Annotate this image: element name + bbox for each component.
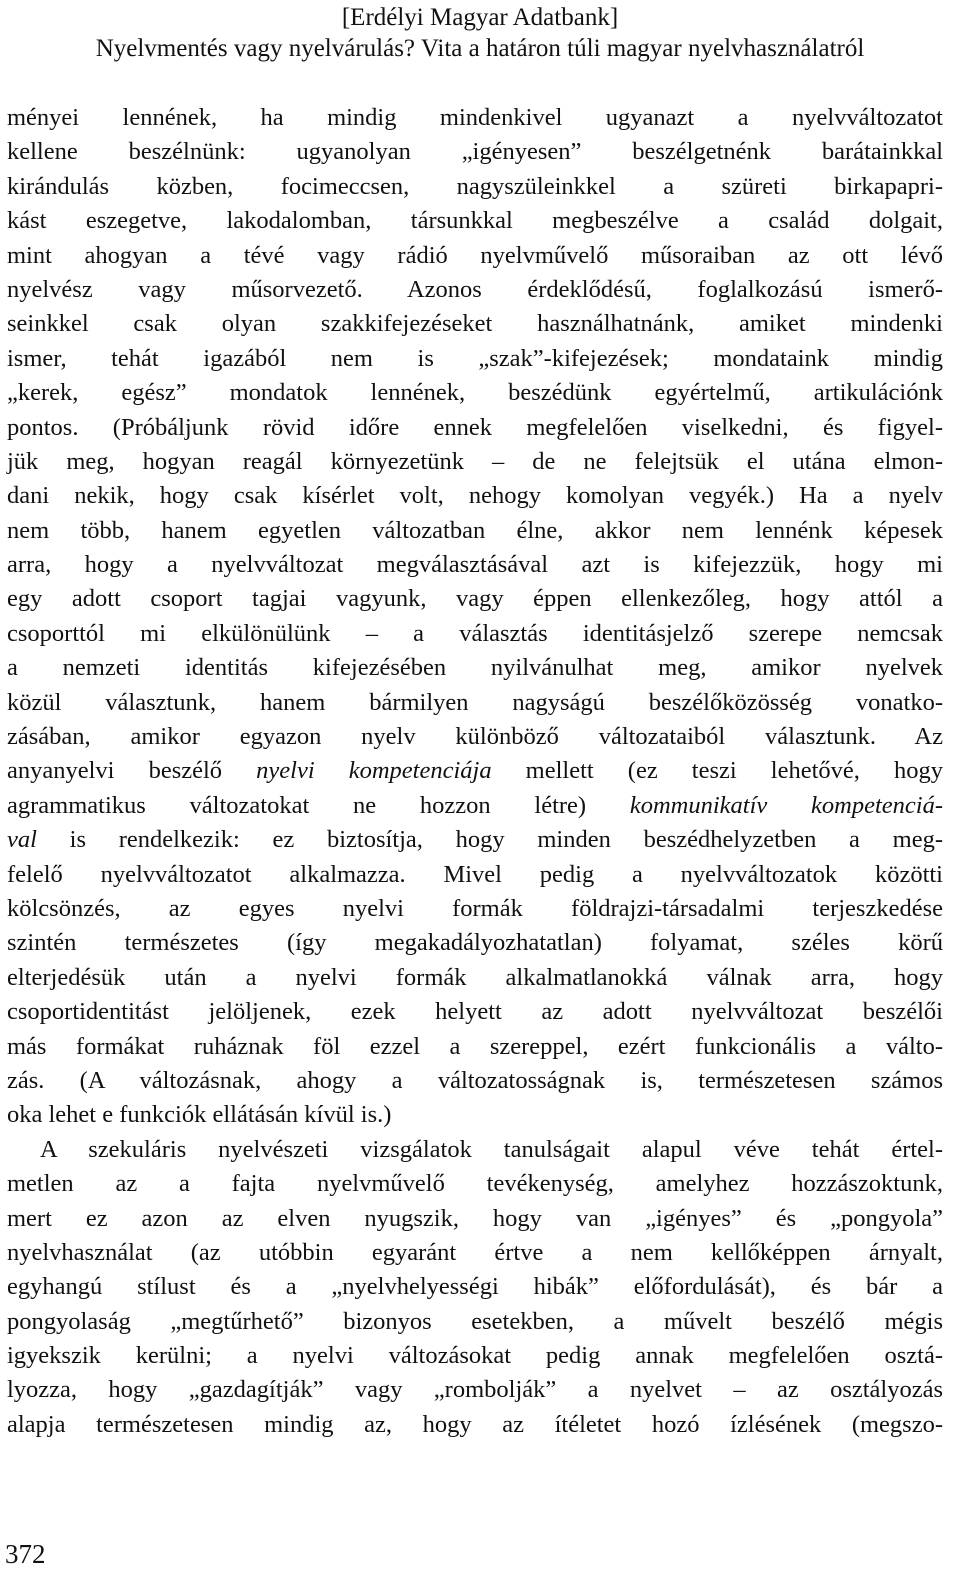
text-line: kölcsönzés, az egyes nyelvi formák földrajzi-társadalmi terjeszkedése — [7, 894, 943, 922]
text-line: egy adott csoport tagjai vagyunk, vagy éppen ellenkezőleg, hogy attól a — [7, 585, 943, 613]
text-line: nyelvész vagy műsorvezető. Azonos érdeklődésű, foglalkozású ismerő- — [7, 275, 943, 303]
body-text — [7, 101, 943, 1442]
text-segment: is rendelkezik: ez biztosítja, hogy minden beszédhelyzetben a meg- — [36, 826, 943, 854]
text-line: arra, hogy a nyelvváltozat megválasztásával azt is kifejezzük, hogy mi — [7, 551, 943, 579]
text-line — [7, 789, 943, 823]
text-line: oka lehet e funkciók ellátásán kívül is.) — [7, 1101, 392, 1129]
text-line: csoporttól mi elkülönülünk – a választás identitásjelző szerepe nemcsak — [7, 619, 943, 647]
text-line: mint ahogyan a tévé vagy rádió nyelvművelő műsoraiban az ott lévő — [7, 241, 943, 269]
text-line: kellene beszélnünk: ugyanolyan „igényesen” beszélgetnénk barátainkkal — [7, 138, 943, 166]
text-line: igyekszik kerülni; a nyelvi változásokat pedig annak megfelelően osztá- — [7, 1342, 943, 1370]
document-title: Nyelvmentés vagy nyelvárulás? Vita a határon túli magyar nyelvhasználatról — [95, 35, 865, 62]
italic-term: kommunikatív kompetenciá- — [629, 791, 943, 819]
text-line: mert ez azon az elven nyugszik, hogy van „igényes” és „pongyola” — [7, 1204, 943, 1232]
text-line: jük meg, hogyan reagál környezetünk – de ne felejtsük el utána elmon- — [7, 447, 943, 475]
text-line — [7, 823, 943, 857]
paragraph-first-line: A szekuláris nyelvészeti vizsgálatok tanulságait alapul véve tehát értel- — [40, 1135, 943, 1163]
text-line: zásában, amikor egyazon nyelv különböző változataiból választunk. Az — [7, 723, 943, 751]
italic-term: val — [7, 826, 37, 854]
text-line: ismer, tehát igazából nem is „szak”-kifejezések; mondataink mindig — [7, 344, 943, 372]
text-line: ményei lennének, ha mindig mindenkivel ugyanazt a nyelvváltozatot — [7, 104, 943, 131]
text-line: csoportidentitást jelöljenek, ezek helyett az adott nyelvváltozat beszélői — [7, 998, 943, 1026]
page-number: 372 — [5, 1539, 46, 1569]
text-line: nyelvhasználat (az utóbbin egyaránt értve a nem kellőképpen árnyalt, — [7, 1238, 943, 1266]
text-line — [7, 754, 943, 788]
text-line: egyhangú stílust és a „nyelvhelyességi hibák” előfordulását), és bár a — [7, 1273, 943, 1301]
italic-term: nyelvi kompetenciája — [256, 757, 492, 785]
text-segment: agrammatikus változatokat ne hozzon létre) — [7, 791, 630, 819]
text-line: dani nekik, hogy csak kísérlet volt, nehogy komolyan vegyék.) Ha a nyelv — [7, 482, 943, 510]
text-line: pongyolaság „megtűrhető” bizonyos esetekben, a művelt beszélő mégis — [7, 1307, 943, 1335]
text-line: seinkkel csak olyan szakkifejezéseket használhatnánk, amiket mindenki — [7, 310, 943, 338]
text-line: a nemzeti identitás kifejezésében nyilvánulhat meg, amikor nyelvek — [7, 654, 943, 682]
text-line: metlen az a fajta nyelvművelő tevékenység, amelyhez hozzászoktunk, — [7, 1170, 943, 1198]
text-line: elterjedésük után a nyelvi formák alkalmatlanokká válnak arra, hogy — [7, 963, 943, 991]
text-line: „kerek, egész” mondatok lennének, beszédünk egyértelmű, artikulációnk — [7, 379, 943, 407]
text-line: közül választunk, hanem bármilyen nagyságú beszélőközösség vonatko- — [7, 688, 943, 716]
text-line: felelő nyelvváltozatot alkalmazza. Mivel pedig a nyelvváltozatok közötti — [7, 860, 943, 888]
text-line: lyozza, hogy „gazdagítják” vagy „rombolják” a nyelvet – az osztályozás — [7, 1376, 943, 1404]
source-title: [Erdélyi Magyar Adatbank] — [341, 4, 619, 31]
text-line: kást eszegetve, lakodalomban, társunkkal megbeszélve a család dolgait, — [7, 207, 943, 235]
text-line: kirándulás közben, focimeccsen, nagyszüleinkkel a szüreti birkapapri- — [7, 172, 943, 200]
page-header — [0, 2, 960, 64]
text-line: szintén természetes (így megakadályozhatatlan) folyamat, széles körű — [7, 929, 943, 957]
text-line: alapja természetesen mindig az, hogy az ítéletet hozó ízlésének (megszo- — [7, 1410, 943, 1438]
text-line: zás. (A változásnak, ahogy a változatosságnak is, természetesen számos — [7, 1066, 943, 1094]
text-line: pontos. (Próbáljunk rövid időre ennek megfelelően viselkedni, és figyel- — [7, 413, 943, 441]
text-segment: anyanyelvi beszélő — [7, 757, 257, 785]
text-line: más formákat ruháznak föl ezzel a szereppel, ezért funkcionális a válto- — [7, 1032, 943, 1060]
text-line: nem több, hanem egyetlen változatban élne, akkor nem lennénk képesek — [7, 516, 943, 544]
text-segment: mellett (ez teszi lehetővé, hogy — [491, 757, 944, 785]
